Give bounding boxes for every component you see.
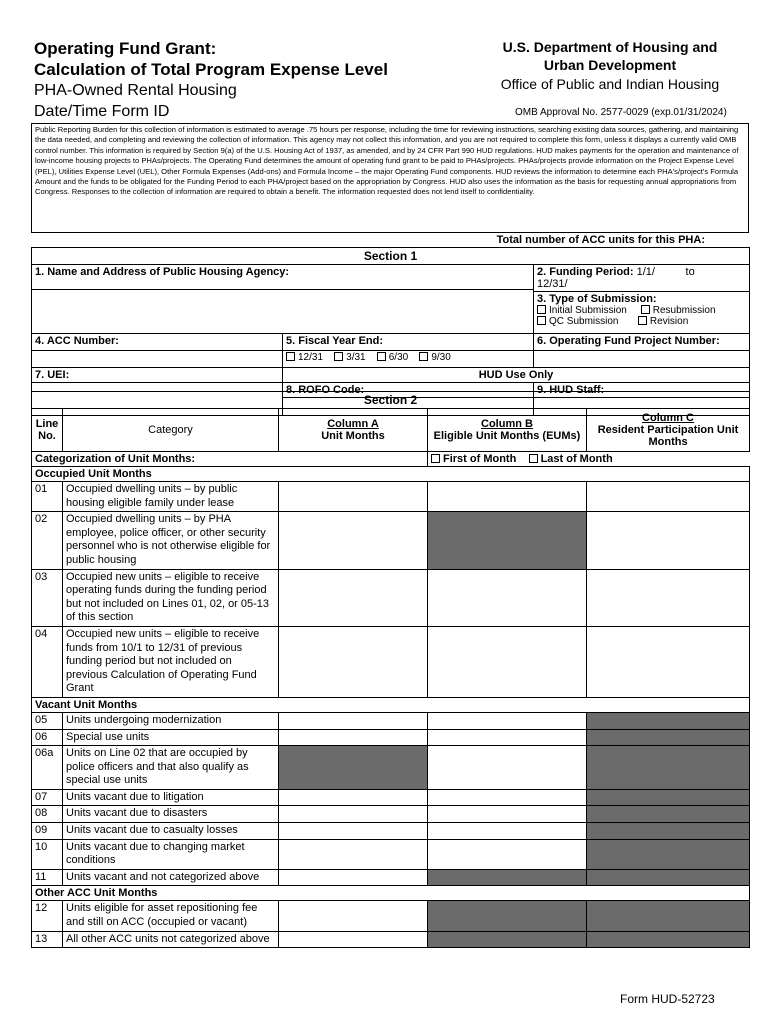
column-a-cell[interactable] xyxy=(279,712,428,729)
fy-630-label: 6/30 xyxy=(388,352,409,363)
fy-930-label: 9/30 xyxy=(431,352,451,363)
form-number: Form HUD-52723 xyxy=(620,992,715,1006)
column-b-cell[interactable] xyxy=(428,806,587,823)
fiscal-year-label: 5. Fiscal Year End: xyxy=(283,334,534,351)
column-a-cell[interactable] xyxy=(279,806,428,823)
line-category: Units undergoing modernization xyxy=(63,712,279,729)
hud-staff-label: 9. HUD Staff: xyxy=(534,383,750,398)
column-c-cell xyxy=(587,746,750,790)
initial-submission-checkbox[interactable] xyxy=(537,305,546,314)
line-number: 01 xyxy=(32,482,63,512)
column-c-cell xyxy=(587,869,750,886)
column-c-cell xyxy=(587,931,750,948)
table-row xyxy=(32,626,750,697)
resubmission-checkbox[interactable] xyxy=(641,305,650,314)
form-title-line2: Calculation of Total Program Expense Level xyxy=(34,60,388,79)
line-number: 07 xyxy=(32,789,63,806)
form-subtitle: PHA-Owned Rental Housing xyxy=(34,82,237,99)
column-b-cell[interactable] xyxy=(428,789,587,806)
fy-331-checkbox[interactable] xyxy=(334,352,343,361)
vacant-heading: Vacant Unit Months xyxy=(32,697,750,712)
column-b-cell[interactable] xyxy=(428,729,587,746)
line-category: Occupied dwelling units – by PHA employee, police officer, or other security personnel who is not otherwise eligible for public housing xyxy=(63,512,279,569)
acc-total-label: Total number of ACC units for this PHA: xyxy=(496,234,705,246)
column-c-header: Column C Resident Participation Unit Months xyxy=(587,409,750,452)
funding-to-word: to xyxy=(685,266,695,278)
fy-1231-label: 12/31 xyxy=(298,352,324,363)
agency-block xyxy=(470,38,750,94)
burden-statement: Public Reporting Burden for this collection of information is estimated to average .75 hours per response, including the time for reviewing instructions, searching existing data sources, gathering, and maintaining the data needed, and completing and reviewing the collection of information. This agency may not collect this information, and you are not required to complete this form, unless it displays a currently valid OMB control number. This information is required by Section 9(a) of the U.S. Housing Act of 1937, as amended, and by 24 CFR Part 990 HUD regulations. HUD makes payments for the operation and maintenance of low-income housing projects to PHAs/projects. The Operating Fund determines the amount of operating fund grant to be paid to PHAs/projects. PHAs/projects provide information on the Project Expense Level (PEL), Utilities Expense Level (UEL), Other Formula Expenses (Add-ons) and Formula Income – the major Operating Fund components. HUD reviews the information to determine each PHA's/project's Formula Amount and the funds to be obligated for the Funding Period to each PHA/project based on the appropriation by Congress. HUD also uses the information as the basis for requesting annual appropriations from Congress. Responses to the collection of information are required to obtain a benefit. The information requested does not lend itself to confidentiality. xyxy=(31,123,749,233)
submission-type-cell xyxy=(534,292,750,334)
first-of-month-label: First of Month xyxy=(443,453,517,465)
column-a-cell[interactable] xyxy=(279,729,428,746)
other-heading: Other ACC Unit Months xyxy=(32,886,750,901)
department-line2: Urban Development xyxy=(543,57,677,73)
column-c-cell xyxy=(587,729,750,746)
categorization-label: Categorization of Unit Months: xyxy=(32,452,428,467)
line-category: Units vacant due to litigation xyxy=(63,789,279,806)
line-category: All other ACC units not categorized above xyxy=(63,931,279,948)
column-a-cell[interactable] xyxy=(279,512,428,569)
column-c-cell xyxy=(587,806,750,823)
column-c-cell[interactable] xyxy=(587,569,750,626)
form-title-line1: Operating Fund Grant: xyxy=(34,39,217,58)
column-c-cell xyxy=(587,901,750,931)
table-row xyxy=(32,512,750,569)
table-row xyxy=(32,869,750,886)
column-b-cell[interactable] xyxy=(428,712,587,729)
form-id-label: Date/Time Form ID xyxy=(34,103,170,120)
line-number: 06a xyxy=(32,746,63,790)
table-row xyxy=(32,712,750,729)
hud-use-only-label: HUD Use Only xyxy=(283,368,750,383)
column-c-cell[interactable] xyxy=(587,626,750,697)
category-header: Category xyxy=(63,409,279,452)
form-title-block xyxy=(34,38,454,122)
line-number: 05 xyxy=(32,712,63,729)
department-line1: U.S. Department of Housing and xyxy=(502,39,718,55)
line-category: Occupied new units – eligible to receive operating funds during the funding period but not included on Lines 01, 02, or 05-13 of this section xyxy=(63,569,279,626)
section2-title: Section 2 xyxy=(32,392,750,409)
table-row xyxy=(32,806,750,823)
line-category: Occupied new units – eligible to receive funds from 10/1 to 12/31 of previous funding period but not included on previous Calculation of Operating Fund Grant xyxy=(63,626,279,697)
section2-table xyxy=(31,391,750,948)
project-number-field[interactable] xyxy=(534,351,750,368)
column-b-cell[interactable] xyxy=(428,839,587,869)
line-number: 04 xyxy=(32,626,63,697)
initial-submission-label: Initial Submission xyxy=(549,305,627,316)
fiscal-year-options xyxy=(283,351,534,368)
table-row xyxy=(32,746,750,790)
column-c-cell xyxy=(587,839,750,869)
column-b-cell[interactable] xyxy=(428,746,587,790)
column-c-cell xyxy=(587,823,750,840)
line-no-header: Line No. xyxy=(32,409,63,452)
column-c-cell xyxy=(587,712,750,729)
acc-number-label: 4. ACC Number: xyxy=(32,334,283,351)
occupied-heading: Occupied Unit Months xyxy=(32,467,750,482)
name-address-field[interactable] xyxy=(32,290,534,334)
first-of-month-checkbox[interactable] xyxy=(431,454,440,463)
line-category: Units vacant due to disasters xyxy=(63,806,279,823)
column-b-cell xyxy=(428,931,587,948)
column-a-cell[interactable] xyxy=(279,869,428,886)
funding-period-cell[interactable] xyxy=(534,265,750,292)
name-address-label: 1. Name and Address of Public Housing Agency: xyxy=(32,265,534,290)
project-number-label: 6. Operating Fund Project Number: xyxy=(534,334,750,351)
last-of-month-checkbox[interactable] xyxy=(529,454,538,463)
uei-label: 7. UEI: xyxy=(32,368,283,383)
table-row xyxy=(32,569,750,626)
column-a-cell[interactable] xyxy=(279,823,428,840)
fy-930-checkbox[interactable] xyxy=(419,352,428,361)
fy-1231-checkbox[interactable] xyxy=(286,352,295,361)
line-category: Units vacant due to casualty losses xyxy=(63,823,279,840)
table-row xyxy=(32,931,750,948)
column-b-cell[interactable] xyxy=(428,626,587,697)
column-a-cell[interactable] xyxy=(279,789,428,806)
acc-number-field[interactable] xyxy=(32,351,283,368)
column-a-cell xyxy=(279,746,428,790)
line-number: 08 xyxy=(32,806,63,823)
section1-title: Section 1 xyxy=(32,248,750,265)
column-a-cell[interactable] xyxy=(279,482,428,512)
revision-label: Revision xyxy=(649,316,689,327)
column-b-cell xyxy=(428,869,587,886)
line-number: 11 xyxy=(32,869,63,886)
line-category: Occupied dwelling units – by public housing eligible family under lease xyxy=(63,482,279,512)
last-of-month-label: Last of Month xyxy=(540,453,613,465)
submission-type-label: 3. Type of Submission: xyxy=(537,293,657,305)
omb-approval: OMB Approval No. 2577-0029 (exp.01/31/2024) xyxy=(515,107,727,118)
fy-630-checkbox[interactable] xyxy=(377,352,386,361)
column-c-cell[interactable] xyxy=(587,482,750,512)
line-number: 13 xyxy=(32,931,63,948)
line-number: 12 xyxy=(32,901,63,931)
column-b-cell[interactable] xyxy=(428,482,587,512)
column-b-cell xyxy=(428,512,587,569)
funding-to: 12/31/ xyxy=(537,278,568,290)
line-category: Units on Line 02 that are occupied by police officers and that also qualify as special use units xyxy=(63,746,279,790)
column-b-cell xyxy=(428,901,587,931)
line-number: 09 xyxy=(32,823,63,840)
column-a-cell[interactable] xyxy=(279,626,428,697)
table-row xyxy=(32,839,750,869)
column-a-header: Column A Unit Months xyxy=(279,409,428,452)
column-b-header: Column B Eligible Unit Months (EUMs) xyxy=(428,409,587,452)
funding-from: 1/1/ xyxy=(636,266,655,278)
line-category: Special use units xyxy=(63,729,279,746)
qc-submission-checkbox[interactable] xyxy=(537,316,546,325)
line-number: 06 xyxy=(32,729,63,746)
line-category: Units eligible for asset repositioning fee and still on ACC (occupied or vacant) xyxy=(63,901,279,931)
table-row xyxy=(32,729,750,746)
line-number: 03 xyxy=(32,569,63,626)
resubmission-label: Resubmission xyxy=(652,305,716,316)
column-a-cell[interactable] xyxy=(279,931,428,948)
funding-period-label: 2. Funding Period: xyxy=(537,266,634,278)
column-c-cell[interactable] xyxy=(587,512,750,569)
column-a-cell[interactable] xyxy=(279,569,428,626)
table-row xyxy=(32,482,750,512)
table-row xyxy=(32,789,750,806)
fy-331-label: 3/31 xyxy=(346,352,366,363)
office-name: Office of Public and Indian Housing xyxy=(500,76,720,92)
rofo-code-label: 8. ROFO Code: xyxy=(283,383,534,398)
month-basis-options xyxy=(428,452,750,467)
column-a-cell[interactable] xyxy=(279,901,428,931)
table-row xyxy=(32,901,750,931)
column-a-cell[interactable] xyxy=(279,839,428,869)
column-c-cell xyxy=(587,789,750,806)
column-b-cell[interactable] xyxy=(428,823,587,840)
line-number: 10 xyxy=(32,839,63,869)
table-row xyxy=(32,823,750,840)
qc-submission-label: QC Submission xyxy=(549,316,619,327)
line-category: Units vacant and not categorized above xyxy=(63,869,279,886)
line-category: Units vacant due to changing market conditions xyxy=(63,839,279,869)
column-b-cell[interactable] xyxy=(428,569,587,626)
line-number: 02 xyxy=(32,512,63,569)
revision-checkbox[interactable] xyxy=(638,316,647,325)
